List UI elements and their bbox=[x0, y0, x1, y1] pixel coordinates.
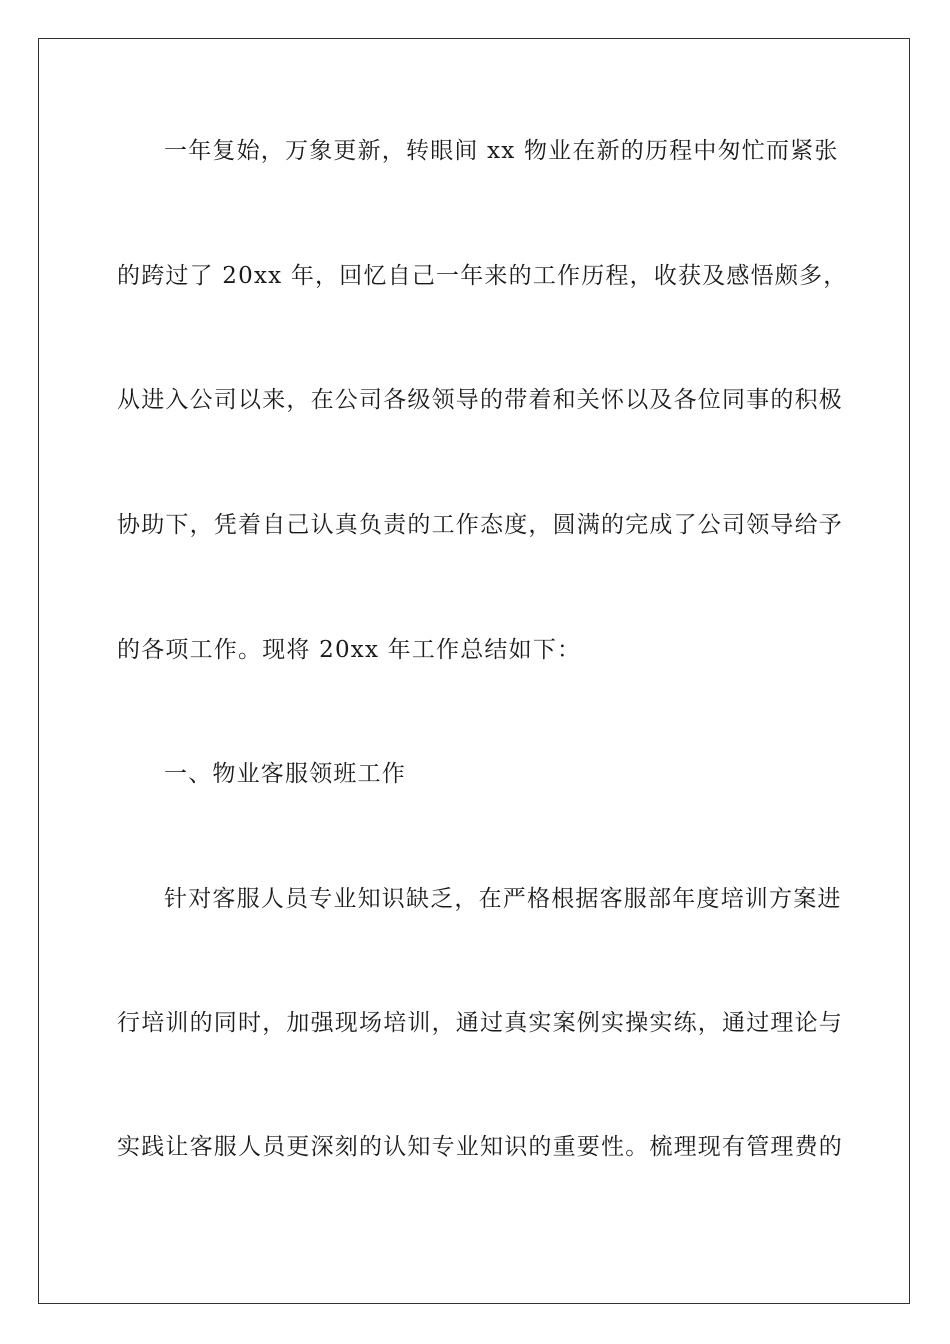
paragraph-line: 从进入公司以来，在公司各级领导的带着和关怀以及各位同事的积极 bbox=[117, 387, 843, 413]
paragraph-line: 针对客服人员专业知识缺乏，在严格根据客服部年度培训方案进 bbox=[164, 886, 842, 912]
paragraph-line: 协助下，凭着自己认真负责的工作态度，圆满的完成了公司领导给予 bbox=[117, 512, 843, 538]
paragraph-line: 的跨过了 20xx 年，回忆自己一年来的工作历程，收获及感悟颇多， bbox=[117, 263, 848, 289]
page-border bbox=[38, 38, 910, 1304]
paragraph-line: 行培训的同时，加强现场培训，通过真实案例实操实练，通过理论与 bbox=[117, 1010, 843, 1036]
paragraph-line: 的各项工作。现将 20xx 年工作总结如下： bbox=[117, 637, 582, 663]
section-heading: 一、物业客服领班工作 bbox=[164, 761, 406, 787]
paragraph-line: 一年复始，万象更新，转眼间 xx 物业在新的历程中匆忙而紧张 bbox=[164, 138, 839, 164]
paragraph-line: 实践让客服人员更深刻的认知专业知识的重要性。梳理现有管理费的 bbox=[117, 1134, 843, 1160]
